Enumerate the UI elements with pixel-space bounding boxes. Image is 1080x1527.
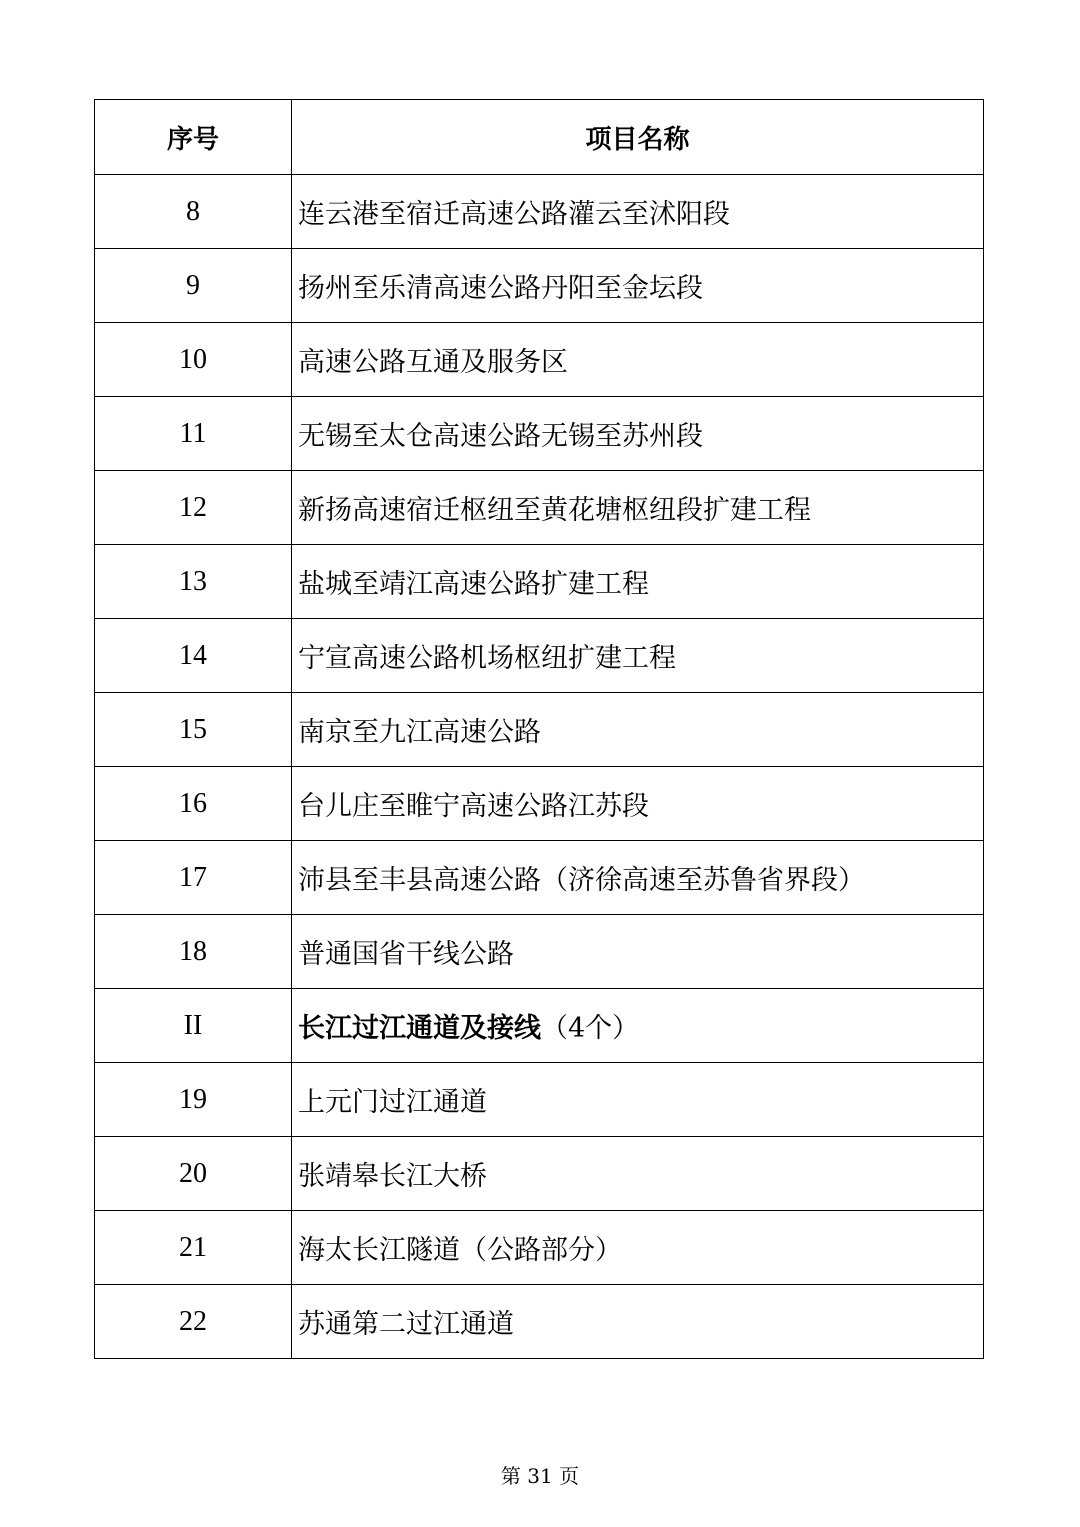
project-name-cell [292,989,984,1063]
project-name-text: 台儿庄至睢宁高速公路江苏段 [298,791,649,822]
project-name-text: 张靖皋长江大桥 [298,1161,487,1192]
project-name-cell [292,249,984,323]
project-count-suffix: （4个） [541,1013,640,1044]
table-row [95,545,984,619]
serial-number-cell: 9 [95,249,292,323]
table-row [95,619,984,693]
serial-number-cell: 20 [95,1137,292,1211]
serial-number-cell: 22 [95,1285,292,1359]
project-name-text: 扬州至乐清高速公路丹阳至金坛段 [298,273,703,304]
project-name-cell [292,915,984,989]
serial-number-cell: 13 [95,545,292,619]
project-name-cell [292,1211,984,1285]
serial-number-cell: 14 [95,619,292,693]
table-header-row [95,100,984,175]
project-name-text: 南京至九江高速公路 [298,717,541,748]
table-row [95,397,984,471]
project-name-cell [292,1285,984,1359]
project-name-cell [292,841,984,915]
table-row [95,1137,984,1211]
serial-number-cell: 8 [95,175,292,249]
project-name-cell [292,323,984,397]
project-name-text: 盐城至靖江高速公路扩建工程 [298,569,649,600]
project-name-text: 长江过江通道及接线 [298,1013,541,1044]
table-row [95,1063,984,1137]
header-serial-number: 序号 [95,100,292,175]
serial-number-cell: 18 [95,915,292,989]
page-number: 第 31 页 [500,1464,580,1488]
project-name-text: 无锡至太仓高速公路无锡至苏州段 [298,421,703,452]
table-row [95,471,984,545]
project-name-text: 宁宣高速公路机场枢纽扩建工程 [298,643,676,674]
project-name-cell [292,397,984,471]
project-name-cell [292,767,984,841]
project-name-cell [292,175,984,249]
table-row [95,1211,984,1285]
table-row [95,767,984,841]
table-row [95,693,984,767]
serial-number-cell: 15 [95,693,292,767]
project-name-text: 高速公路互通及服务区 [298,347,568,378]
project-name-text: 苏通第二过江通道 [298,1309,514,1340]
serial-number-cell: 10 [95,323,292,397]
project-name-text: 普通国省干线公路 [298,939,514,970]
project-name-cell [292,1063,984,1137]
table-row [95,249,984,323]
project-table [94,99,984,1359]
serial-number-cell: 16 [95,767,292,841]
table-row [95,841,984,915]
serial-number-cell: 19 [95,1063,292,1137]
serial-number-cell: 12 [95,471,292,545]
project-name-cell [292,619,984,693]
table-row [95,1285,984,1359]
section-row [95,989,984,1063]
serial-number-cell: 17 [95,841,292,915]
project-name-text: 新扬高速宿迁枢纽至黄花塘枢纽段扩建工程 [298,495,811,526]
project-name-text: 连云港至宿迁高速公路灌云至沭阳段 [298,199,730,230]
table-row [95,323,984,397]
project-name-text: 沛县至丰县高速公路（济徐高速至苏鲁省界段） [298,865,865,896]
table-row [95,175,984,249]
project-name-cell [292,693,984,767]
project-name-cell [292,471,984,545]
project-name-text: 海太长江隧道（公路部分） [298,1235,622,1266]
serial-number-cell: 21 [95,1211,292,1285]
project-name-cell [292,1137,984,1211]
project-name-text: 上元门过江通道 [298,1087,487,1118]
serial-number-cell: II [95,989,292,1063]
serial-number-cell: 11 [95,397,292,471]
project-name-cell [292,545,984,619]
table-row [95,915,984,989]
header-project-name: 项目名称 [292,100,984,175]
